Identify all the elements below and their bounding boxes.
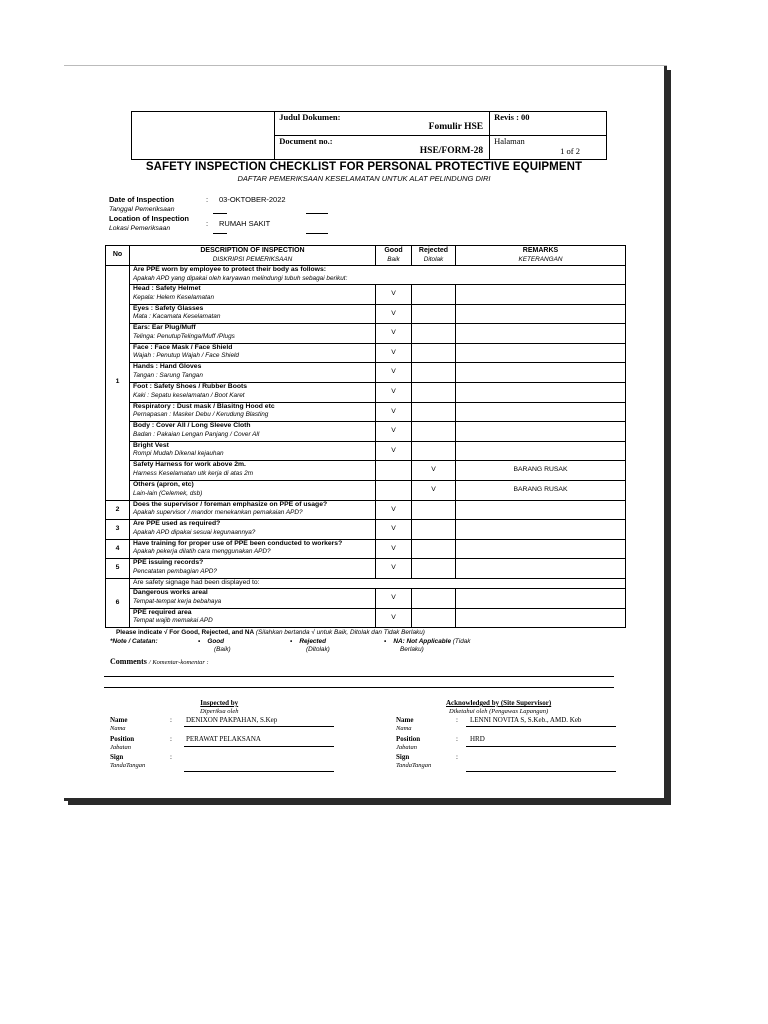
rejected-check bbox=[412, 608, 456, 628]
header-good-label: Good bbox=[384, 246, 403, 254]
item-subtitle: Tangan : Sarung Tangan bbox=[133, 371, 203, 379]
item-title: Have training for proper use of PPE been conducted to workers? bbox=[133, 539, 343, 547]
acknowledged-by-heading-id: Diketahui oleh (Pengawas Lapangan) bbox=[449, 708, 549, 715]
header-good bbox=[376, 246, 412, 266]
item-title: Eyes : Safety Glasses bbox=[133, 304, 204, 312]
comments-label-id: / Komentar-komentar : bbox=[148, 659, 209, 666]
item-title: Are PPE used as required? bbox=[133, 520, 221, 528]
row-number: 4 bbox=[106, 539, 130, 559]
good-check: V bbox=[376, 324, 412, 344]
rejected-check: V bbox=[412, 461, 456, 481]
row-number: 2 bbox=[106, 500, 130, 520]
item-title: Does the supervisor / foreman emphasize on PPE of usage? bbox=[133, 500, 328, 508]
note-na-en: NA: Not Applicable bbox=[393, 638, 452, 645]
document-page bbox=[64, 66, 667, 801]
item-subtitle: Pencatatan pembagian APD? bbox=[133, 567, 217, 575]
right-sign-label bbox=[396, 753, 431, 769]
item-title: Foot : Safety Shoes / Rubber Boots bbox=[133, 382, 248, 390]
remarks-cell bbox=[456, 520, 626, 540]
row-number: 3 bbox=[106, 520, 130, 540]
inspected-by-block bbox=[200, 699, 238, 715]
inspection-checklist-table bbox=[105, 245, 626, 628]
header-desc-label: DESCRIPTION OF INSPECTION bbox=[200, 246, 305, 254]
good-check: V bbox=[376, 422, 412, 442]
header-rejected-label: Rejected bbox=[418, 246, 449, 254]
rejected-check bbox=[412, 304, 456, 324]
header-logo-cell bbox=[132, 112, 275, 136]
remarks-cell: BARANG RUSAK bbox=[456, 480, 626, 500]
item-title: Body : Cover All / Long Sleeve Cloth bbox=[133, 422, 251, 430]
section-1-question-row bbox=[106, 266, 626, 285]
item-title: Respiratory : Dust mask / Blasitng Hood etc bbox=[133, 402, 275, 410]
table-row bbox=[106, 588, 626, 608]
right-name-label bbox=[396, 716, 414, 732]
rejected-check bbox=[412, 588, 456, 608]
inspected-by-heading-id: Diperiksa oleh bbox=[200, 708, 239, 715]
good-check: V bbox=[376, 520, 412, 540]
bullet-icon: ▪ bbox=[198, 638, 201, 645]
item-title: Ears: Ear Plug/Muff bbox=[133, 324, 196, 332]
right-position-label-en: Position bbox=[396, 735, 421, 743]
header-remarks bbox=[456, 246, 626, 266]
remarks-cell bbox=[456, 285, 626, 305]
item-subtitle: Kepala: Helem Keselamatan bbox=[133, 293, 214, 301]
item-subtitle: Telinga: PenutupTelinga/Muff /Plugs bbox=[133, 332, 235, 340]
remarks-cell bbox=[456, 382, 626, 402]
remarks-cell bbox=[456, 304, 626, 324]
rejected-check bbox=[412, 324, 456, 344]
rejected-check bbox=[412, 422, 456, 442]
bullet-icon: ▪ bbox=[290, 638, 293, 645]
item-subtitle: Mata : Kacamata Keselamatan bbox=[133, 313, 221, 321]
right-sign-line bbox=[466, 771, 616, 772]
section-6-question-row bbox=[106, 578, 626, 588]
left-position-colon: : bbox=[170, 735, 172, 743]
section-1-question bbox=[130, 266, 626, 285]
good-check: V bbox=[376, 363, 412, 383]
item-subtitle: Lain-lain (Celemek, dsb) bbox=[133, 489, 203, 497]
right-sign-label-en: Sign bbox=[396, 753, 410, 761]
note-rejected bbox=[290, 638, 330, 654]
good-check: V bbox=[376, 500, 412, 520]
revision: Revis : 00 bbox=[490, 112, 607, 136]
good-check: V bbox=[376, 402, 412, 422]
header-title-cell bbox=[275, 112, 490, 136]
remarks-cell bbox=[456, 500, 626, 520]
table-row bbox=[106, 480, 626, 500]
left-name-label-id: Nama bbox=[110, 725, 126, 732]
left-position-label bbox=[110, 735, 134, 751]
remarks-cell bbox=[456, 324, 626, 344]
note-rejected-en: Rejected bbox=[299, 638, 327, 645]
date-label-id: Tanggal Pemeriksaan bbox=[109, 206, 175, 213]
comments-label-en: Comments bbox=[110, 657, 147, 666]
right-position-value: HRD bbox=[470, 735, 485, 743]
location-value: RUMAH SAKIT bbox=[219, 219, 271, 228]
table-header-row bbox=[106, 246, 626, 266]
note-good-id: (Baik) bbox=[214, 646, 231, 653]
good-check: V bbox=[376, 559, 412, 579]
item-title: Others (apron, etc) bbox=[133, 480, 194, 488]
table-row bbox=[106, 402, 626, 422]
section-6-question: Are safety signage had been displayed to: bbox=[130, 578, 626, 588]
item-title: Face : Face Mask / Face Shield bbox=[133, 343, 233, 351]
section-1-question-en: Are PPE worn by employee to protect their body as follows: bbox=[133, 266, 326, 273]
item-subtitle: Apakah supervisor / mandor menekankan pemakaian APD? bbox=[133, 509, 303, 517]
item-subtitle: Tempat-tempat kerja bebahaya bbox=[133, 597, 222, 605]
section-1-number: 1 bbox=[106, 266, 130, 501]
item-subtitle: Kaki : Sepatu keselamatan / Boot Karet bbox=[133, 391, 245, 399]
table-row bbox=[106, 382, 626, 402]
left-sign-colon: : bbox=[170, 753, 172, 761]
header-page-cell bbox=[490, 136, 607, 160]
comments-label bbox=[110, 657, 209, 666]
table-row bbox=[106, 441, 626, 461]
right-sign-label-id: TandaTangan bbox=[396, 762, 432, 769]
remarks-cell: BARANG RUSAK bbox=[456, 461, 626, 481]
right-name-colon: : bbox=[456, 716, 458, 724]
item-subtitle: Badan : Pakaian Lengan Panjang / Cover All bbox=[133, 430, 260, 438]
date-colon: : bbox=[206, 195, 209, 204]
note-good bbox=[198, 638, 231, 654]
header-no: No bbox=[106, 246, 130, 266]
page-label: Halaman bbox=[494, 136, 525, 146]
doc-no: HSE/FORM-28 bbox=[419, 146, 484, 156]
header-good-label-id: Baik bbox=[387, 255, 400, 263]
table-row bbox=[106, 363, 626, 383]
right-name-value: LENNI NOVITA S, S.Keb., AMD. Keb bbox=[470, 716, 582, 724]
good-check: V bbox=[376, 382, 412, 402]
left-name-value: DENIXON PAKPAHAN, S.Kep bbox=[186, 716, 278, 724]
remarks-cell bbox=[456, 588, 626, 608]
header-description bbox=[130, 246, 376, 266]
remarks-cell bbox=[456, 363, 626, 383]
table-row bbox=[106, 324, 626, 344]
good-check bbox=[376, 461, 412, 481]
remarks-cell bbox=[456, 441, 626, 461]
rejected-check bbox=[412, 441, 456, 461]
legend-note-id: (Silahkan bertanda √ untuk Baik, Ditolak dan Tidak Berlaku) bbox=[255, 629, 425, 636]
good-check: V bbox=[376, 588, 412, 608]
bullet-icon: ▪ bbox=[384, 638, 387, 645]
doc-no-label: Document no.: bbox=[279, 136, 333, 146]
legend-note bbox=[116, 629, 425, 637]
page-subtitle: DAFTAR PEMERIKSAAN KESELAMATAN UNTUK ALAT PELINDUNG DIRI bbox=[237, 174, 491, 183]
good-check: V bbox=[376, 343, 412, 363]
row-number: 5 bbox=[106, 559, 130, 579]
date-label: Date of Inspection bbox=[109, 195, 175, 204]
item-subtitle: Apakah pekerja dilatih cara menggunakan APD? bbox=[133, 548, 271, 556]
left-name-label bbox=[110, 716, 128, 732]
location-label: Location of Inspection bbox=[109, 214, 189, 223]
legend-note-en: Please indicate √ For Good, Rejected, and NA bbox=[116, 629, 255, 636]
table-row bbox=[106, 285, 626, 305]
good-check: V bbox=[376, 539, 412, 559]
rejected-check bbox=[412, 382, 456, 402]
comment-line-2 bbox=[104, 687, 614, 688]
right-position-label bbox=[396, 735, 420, 751]
good-check bbox=[376, 480, 412, 500]
left-position-label-id: Jabatan bbox=[110, 744, 131, 751]
item-title: Hands : Hand Gloves bbox=[133, 363, 202, 371]
location-label-id: Lokasi Pemeriksaan bbox=[109, 225, 171, 232]
header-logo-cell-2 bbox=[132, 136, 275, 160]
comment-line-1 bbox=[104, 676, 614, 677]
left-position-value: PERAWAT PELAKSANA bbox=[186, 735, 261, 743]
location-colon: : bbox=[206, 219, 209, 228]
location-underline-2 bbox=[306, 233, 328, 234]
left-name-line bbox=[184, 726, 334, 727]
rejected-check bbox=[412, 285, 456, 305]
table-row bbox=[106, 461, 626, 481]
date-label-block bbox=[109, 195, 175, 213]
item-title: Head : Safety Helmet bbox=[133, 285, 201, 292]
document-header-table bbox=[131, 111, 607, 160]
right-name-label-id: Nama bbox=[396, 725, 412, 732]
item-subtitle: Wajah : Penutup Wajah / Face Shield bbox=[133, 352, 239, 360]
item-subtitle: Apakah APD dipakai sesuai kegunaannya? bbox=[133, 528, 256, 536]
rejected-check bbox=[412, 343, 456, 363]
left-sign-line bbox=[184, 771, 334, 772]
item-title: Bright Vest bbox=[133, 441, 169, 449]
right-position-label-id: Jabatan bbox=[396, 744, 417, 751]
right-position-colon: : bbox=[456, 735, 458, 743]
rejected-check: V bbox=[412, 480, 456, 500]
table-row bbox=[106, 422, 626, 442]
right-name-label-en: Name bbox=[396, 716, 414, 724]
header-rejected-label-id: Ditolak bbox=[423, 255, 444, 263]
note-na-id: (Tidak bbox=[452, 638, 471, 645]
table-row bbox=[106, 608, 626, 628]
note-good-en: Good bbox=[207, 638, 225, 645]
remarks-cell bbox=[456, 402, 626, 422]
inspected-by-heading: Inspected by bbox=[200, 699, 239, 707]
item-subtitle: Rompi Mudah Dikenal kejauhan bbox=[133, 450, 224, 458]
good-check: V bbox=[376, 285, 412, 305]
left-sign-label-id: TandaTangan bbox=[110, 762, 146, 769]
rejected-check bbox=[412, 539, 456, 559]
left-sign-label bbox=[110, 753, 145, 769]
left-sign-label-en: Sign bbox=[110, 753, 124, 761]
date-underline-1 bbox=[213, 213, 227, 214]
page-title: SAFETY INSPECTION CHECKLIST FOR PERSONAL PROTECTIVE EQUIPMENT bbox=[145, 161, 583, 173]
remarks-cell bbox=[456, 539, 626, 559]
rejected-check bbox=[412, 520, 456, 540]
left-name-colon: : bbox=[170, 716, 172, 724]
note-label bbox=[110, 638, 158, 646]
header-desc-label-id: DISKRIPSI PEMERIKSAAN bbox=[212, 255, 293, 263]
right-sign-colon: : bbox=[456, 753, 458, 761]
note-label-text: *Note / Catatan: bbox=[110, 638, 158, 645]
item-title: PPE issuing records? bbox=[133, 559, 204, 567]
rejected-check bbox=[412, 500, 456, 520]
good-check: V bbox=[376, 608, 412, 628]
remarks-cell bbox=[456, 343, 626, 363]
rejected-check bbox=[412, 363, 456, 383]
remarks-cell bbox=[456, 608, 626, 628]
item-title: Dangerous works areal bbox=[133, 588, 208, 596]
left-position-label-en: Position bbox=[110, 735, 135, 743]
left-name-label-en: Name bbox=[110, 716, 128, 724]
doc-title: Fomulir HSE bbox=[428, 122, 484, 132]
section-1-question-id: Apakah APD yang dipakai oleh karyawan melindungi tubuh sebagai berikut: bbox=[133, 274, 348, 282]
date-value: 03-OKTOBER-2022 bbox=[219, 195, 286, 204]
note-rejected-id: (Ditolak) bbox=[306, 646, 330, 653]
doc-title-label: Judul Dokumen: bbox=[279, 112, 341, 122]
rejected-check bbox=[412, 402, 456, 422]
item-subtitle: Pernapasan : Masker Debu / Kerudung Blasting bbox=[133, 411, 269, 419]
header-docno-cell bbox=[275, 136, 490, 160]
date-underline-2 bbox=[306, 213, 328, 214]
header-remarks-label: REMARKS bbox=[522, 246, 559, 254]
right-position-line bbox=[466, 746, 616, 747]
rejected-check bbox=[412, 559, 456, 579]
item-subtitle: Tempat wajib memakai APD bbox=[133, 617, 213, 625]
table-row bbox=[106, 500, 626, 520]
table-row bbox=[106, 539, 626, 559]
remarks-cell bbox=[456, 559, 626, 579]
item-title: PPE required area bbox=[133, 608, 192, 616]
table-row bbox=[106, 520, 626, 540]
note-na-id-2: Berlaku) bbox=[400, 646, 424, 653]
good-check: V bbox=[376, 304, 412, 324]
table-row bbox=[106, 559, 626, 579]
section-6-number: 6 bbox=[106, 578, 130, 627]
location-label-block bbox=[109, 214, 189, 232]
location-underline-1 bbox=[213, 233, 227, 234]
item-subtitle: Harness Keselamatan utk kerja di atas 2m bbox=[133, 469, 254, 477]
good-check: V bbox=[376, 441, 412, 461]
page-value: 1 of 2 bbox=[560, 146, 580, 156]
item-title: Safety Harness for work above 2m. bbox=[133, 461, 246, 469]
acknowledged-by-heading: Acknowledged by (Site Supervisor) bbox=[446, 699, 552, 707]
table-row bbox=[106, 343, 626, 363]
acknowledged-by-block bbox=[446, 699, 551, 715]
remarks-cell bbox=[456, 422, 626, 442]
header-remarks-label-id: KETERANGAN bbox=[518, 255, 563, 263]
table-row bbox=[106, 304, 626, 324]
header-rejected bbox=[412, 246, 456, 266]
left-position-line bbox=[184, 746, 334, 747]
note-na bbox=[384, 638, 471, 654]
right-name-line bbox=[466, 726, 616, 727]
